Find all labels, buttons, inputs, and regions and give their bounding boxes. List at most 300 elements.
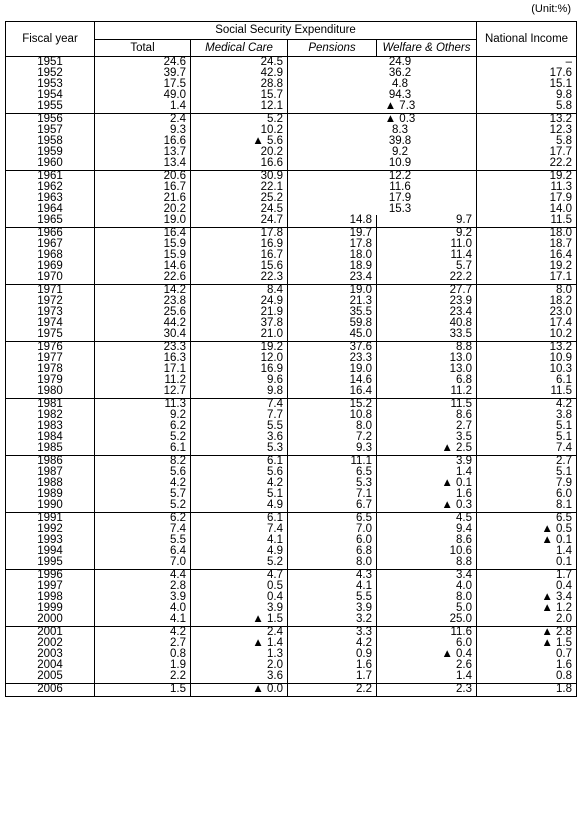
cell-fiscal-year: 1977	[6, 353, 95, 364]
cell-fiscal-year: 1952	[6, 68, 95, 79]
cell-national-income: 7.4	[477, 443, 577, 456]
cell-total: 5.2	[95, 500, 191, 513]
cell-fiscal-year: 2002	[6, 638, 95, 649]
table-row	[6, 171, 577, 183]
cell-welfare: 2.3	[377, 684, 477, 697]
cell-national-income: 9.8	[477, 90, 577, 101]
cell-welfare: 13.0	[377, 364, 477, 375]
cell-medical-care: 37.8	[191, 318, 288, 329]
cell-national-income: 18.7	[477, 239, 577, 250]
cell-fiscal-year: 1966	[6, 228, 95, 240]
cell-welfare: 13.0	[377, 353, 477, 364]
cell-medical-care: 15.7	[191, 90, 288, 101]
cell-pensions: 4.1	[288, 581, 377, 592]
cell-pensions: 15.2	[288, 399, 377, 411]
cell-total: 1.9	[95, 660, 191, 671]
cell-fiscal-year: 1997	[6, 581, 95, 592]
table-row	[6, 101, 577, 114]
cell-total: 12.7	[95, 386, 191, 399]
cell-total: 49.0	[95, 90, 191, 101]
cell-fiscal-year: 1995	[6, 557, 95, 570]
cell-total: 4.4	[95, 570, 191, 582]
table-row	[6, 581, 577, 592]
cell-pensions: 6.5	[288, 513, 377, 525]
cell-national-income: 10.3	[477, 364, 577, 375]
cell-medical-care: 5.2	[191, 114, 288, 126]
cell-welfare: 11.4	[377, 250, 477, 261]
cell-fiscal-year: 2004	[6, 660, 95, 671]
cell-fiscal-year: 1989	[6, 489, 95, 500]
cell-pensions: 3.3	[288, 627, 377, 639]
cell-welfare: 33.5	[377, 329, 477, 342]
cell-welfare: 5.7	[377, 261, 477, 272]
table-row	[6, 638, 577, 649]
cell-fiscal-year: 1988	[6, 478, 95, 489]
cell-welfare: ▲ 0.3	[377, 500, 477, 513]
cell-total: 17.1	[95, 364, 191, 375]
table-row	[6, 399, 577, 411]
cell-medical-care: 24.5	[191, 204, 288, 215]
cell-pensions: 1.6	[288, 660, 377, 671]
header-social-security: Social Security Expenditure	[95, 22, 477, 40]
cell-pensions-welfare-combined: 39.8	[288, 136, 477, 147]
cell-medical-care: 8.4	[191, 285, 288, 297]
cell-national-income: 3.8	[477, 410, 577, 421]
cell-national-income: 1.4	[477, 546, 577, 557]
cell-pensions: 37.6	[288, 342, 377, 354]
table-row	[6, 627, 577, 639]
cell-national-income: 0.7	[477, 649, 577, 660]
cell-pensions: 10.8	[288, 410, 377, 421]
table-row	[6, 386, 577, 399]
cell-fiscal-year: 1963	[6, 193, 95, 204]
cell-national-income: 22.2	[477, 158, 577, 171]
cell-total: 6.2	[95, 421, 191, 432]
cell-medical-care: 7.4	[191, 524, 288, 535]
cell-fiscal-year: 1976	[6, 342, 95, 354]
cell-national-income: 13.2	[477, 342, 577, 354]
cell-medical-care: 7.7	[191, 410, 288, 421]
table-row	[6, 307, 577, 318]
cell-fiscal-year: 1974	[6, 318, 95, 329]
cell-national-income: 17.1	[477, 272, 577, 285]
cell-total: 16.4	[95, 228, 191, 240]
cell-fiscal-year: 1964	[6, 204, 95, 215]
table-row	[6, 228, 577, 240]
cell-medical-care: 4.7	[191, 570, 288, 582]
cell-pensions: 5.5	[288, 592, 377, 603]
cell-fiscal-year: 2001	[6, 627, 95, 639]
cell-welfare: ▲ 2.5	[377, 443, 477, 456]
cell-fiscal-year: 1955	[6, 101, 95, 114]
cell-pensions-welfare-combined: 10.9	[288, 158, 477, 171]
table-row	[6, 90, 577, 101]
cell-pensions-welfare-combined: 4.8	[288, 79, 477, 90]
cell-pensions: 7.0	[288, 524, 377, 535]
cell-fiscal-year: 1993	[6, 535, 95, 546]
cell-pensions: 5.3	[288, 478, 377, 489]
cell-pensions: 19.0	[288, 364, 377, 375]
cell-welfare: 9.2	[377, 228, 477, 240]
cell-pensions-welfare-combined: 12.2	[288, 171, 477, 183]
cell-fiscal-year: 2006	[6, 684, 95, 697]
cell-fiscal-year: 1972	[6, 296, 95, 307]
growth-rate-table	[5, 21, 577, 697]
cell-medical-care: 9.6	[191, 375, 288, 386]
cell-medical-care: 16.7	[191, 250, 288, 261]
cell-pensions: 4.3	[288, 570, 377, 582]
cell-fiscal-year: 1986	[6, 456, 95, 468]
cell-medical-care: 28.8	[191, 79, 288, 90]
cell-welfare: 11.0	[377, 239, 477, 250]
table-row	[6, 79, 577, 90]
cell-fiscal-year: 1951	[6, 57, 95, 69]
cell-fiscal-year: 1965	[6, 215, 95, 228]
cell-total: 1.4	[95, 101, 191, 114]
cell-fiscal-year: 1957	[6, 125, 95, 136]
cell-welfare: 22.2	[377, 272, 477, 285]
cell-pensions-welfare-combined: 8.3	[288, 125, 477, 136]
table-row	[6, 603, 577, 614]
cell-medical-care: 21.9	[191, 307, 288, 318]
cell-total: 5.7	[95, 489, 191, 500]
cell-total: 4.2	[95, 478, 191, 489]
cell-national-income: 1.7	[477, 570, 577, 582]
cell-total: 3.9	[95, 592, 191, 603]
cell-medical-care: 4.2	[191, 478, 288, 489]
cell-total: 30.4	[95, 329, 191, 342]
cell-pensions-welfare-combined: 17.9	[288, 193, 477, 204]
table-row	[6, 684, 577, 697]
cell-total: 25.6	[95, 307, 191, 318]
cell-medical-care: 2.0	[191, 660, 288, 671]
cell-national-income: 11.5	[477, 386, 577, 399]
cell-national-income: 8.1	[477, 500, 577, 513]
cell-fiscal-year: 1956	[6, 114, 95, 126]
cell-medical-care: 6.1	[191, 513, 288, 525]
cell-national-income: 13.2	[477, 114, 577, 126]
cell-national-income: 19.2	[477, 261, 577, 272]
cell-total: 4.2	[95, 627, 191, 639]
cell-medical-care: 30.9	[191, 171, 288, 183]
cell-total: 7.0	[95, 557, 191, 570]
cell-fiscal-year: 1971	[6, 285, 95, 297]
cell-total: 15.9	[95, 239, 191, 250]
cell-national-income: 15.1	[477, 79, 577, 90]
cell-national-income: ▲ 1.2	[477, 603, 577, 614]
table-row	[6, 250, 577, 261]
cell-welfare: 2.6	[377, 660, 477, 671]
cell-medical-care: ▲ 0.0	[191, 684, 288, 697]
cell-total: 14.2	[95, 285, 191, 297]
cell-medical-care: 3.6	[191, 432, 288, 443]
cell-medical-care: 4.9	[191, 546, 288, 557]
cell-welfare: 4.5	[377, 513, 477, 525]
cell-total: 13.4	[95, 158, 191, 171]
cell-total: 2.8	[95, 581, 191, 592]
cell-medical-care: 4.1	[191, 535, 288, 546]
cell-national-income: 5.1	[477, 467, 577, 478]
cell-pensions-welfare-combined: 11.6	[288, 182, 477, 193]
table-row	[6, 546, 577, 557]
table-row	[6, 524, 577, 535]
cell-total: 2.4	[95, 114, 191, 126]
cell-national-income: 6.1	[477, 375, 577, 386]
table-row	[6, 342, 577, 354]
cell-total: 15.9	[95, 250, 191, 261]
cell-pensions: 2.2	[288, 684, 377, 697]
cell-welfare: 11.5	[377, 399, 477, 411]
cell-total: 2.2	[95, 671, 191, 684]
cell-total: 11.2	[95, 375, 191, 386]
cell-total: 11.3	[95, 399, 191, 411]
cell-welfare: ▲ 0.4	[377, 649, 477, 660]
cell-pensions: 1.7	[288, 671, 377, 684]
table-row	[6, 193, 577, 204]
table-row	[6, 318, 577, 329]
cell-pensions: 6.0	[288, 535, 377, 546]
table-row	[6, 296, 577, 307]
table-row	[6, 375, 577, 386]
table-row	[6, 114, 577, 126]
cell-total: 4.0	[95, 603, 191, 614]
cell-fiscal-year: 1968	[6, 250, 95, 261]
cell-national-income: 2.0	[477, 614, 577, 627]
cell-fiscal-year: 2000	[6, 614, 95, 627]
cell-welfare: 4.0	[377, 581, 477, 592]
cell-welfare: 3.9	[377, 456, 477, 468]
cell-welfare: 8.6	[377, 535, 477, 546]
cell-welfare: 6.8	[377, 375, 477, 386]
cell-pensions-welfare-combined: 94.3	[288, 90, 477, 101]
cell-fiscal-year: 1987	[6, 467, 95, 478]
cell-fiscal-year: 1996	[6, 570, 95, 582]
cell-national-income: 17.9	[477, 193, 577, 204]
table-container	[5, 21, 576, 697]
cell-welfare: 1.4	[377, 467, 477, 478]
cell-pensions: 3.2	[288, 614, 377, 627]
cell-medical-care: 16.9	[191, 239, 288, 250]
cell-welfare: 8.0	[377, 592, 477, 603]
cell-welfare: 25.0	[377, 614, 477, 627]
header-total: Total	[95, 40, 191, 57]
cell-pensions: 35.5	[288, 307, 377, 318]
cell-total: 39.7	[95, 68, 191, 79]
cell-medical-care: 0.5	[191, 581, 288, 592]
cell-total: 9.3	[95, 125, 191, 136]
cell-total: 19.0	[95, 215, 191, 228]
cell-medical-care: 2.4	[191, 627, 288, 639]
cell-total: 6.2	[95, 513, 191, 525]
cell-total: 44.2	[95, 318, 191, 329]
cell-fiscal-year: 1970	[6, 272, 95, 285]
table-row	[6, 125, 577, 136]
cell-fiscal-year: 1990	[6, 500, 95, 513]
cell-national-income: 5.8	[477, 136, 577, 147]
cell-fiscal-year: 1984	[6, 432, 95, 443]
cell-pensions: 8.0	[288, 421, 377, 432]
cell-pensions: 14.8	[288, 215, 377, 228]
cell-welfare: 6.0	[377, 638, 477, 649]
cell-medical-care: 24.7	[191, 215, 288, 228]
cell-pensions: 59.8	[288, 318, 377, 329]
cell-fiscal-year: 1991	[6, 513, 95, 525]
cell-fiscal-year: 1983	[6, 421, 95, 432]
table-row	[6, 147, 577, 158]
cell-total: 23.3	[95, 342, 191, 354]
table-row	[6, 364, 577, 375]
table-row	[6, 500, 577, 513]
cell-national-income: ▲ 3.4	[477, 592, 577, 603]
cell-fiscal-year: 1978	[6, 364, 95, 375]
cell-national-income: 5.1	[477, 432, 577, 443]
table-row	[6, 239, 577, 250]
cell-national-income: –	[477, 57, 577, 69]
cell-medical-care: 24.9	[191, 296, 288, 307]
cell-pensions: 23.3	[288, 353, 377, 364]
table-row	[6, 478, 577, 489]
cell-national-income: 0.1	[477, 557, 577, 570]
table-row	[6, 421, 577, 432]
cell-medical-care: 22.1	[191, 182, 288, 193]
cell-welfare: 1.4	[377, 671, 477, 684]
cell-pensions: 17.8	[288, 239, 377, 250]
cell-pensions-welfare-combined: 15.3	[288, 204, 477, 215]
cell-medical-care: 42.9	[191, 68, 288, 79]
cell-medical-care: 3.6	[191, 671, 288, 684]
cell-pensions: 0.9	[288, 649, 377, 660]
cell-welfare: 9.4	[377, 524, 477, 535]
cell-pensions: 19.0	[288, 285, 377, 297]
cell-total: 16.6	[95, 136, 191, 147]
cell-national-income: 19.2	[477, 171, 577, 183]
cell-fiscal-year: 1958	[6, 136, 95, 147]
cell-welfare: 8.8	[377, 342, 477, 354]
cell-national-income: 0.4	[477, 581, 577, 592]
table-row	[6, 456, 577, 468]
cell-national-income: 2.7	[477, 456, 577, 468]
cell-national-income: 6.0	[477, 489, 577, 500]
cell-national-income: ▲ 1.5	[477, 638, 577, 649]
cell-pensions: 16.4	[288, 386, 377, 399]
cell-national-income: 18.2	[477, 296, 577, 307]
cell-national-income: ▲ 2.8	[477, 627, 577, 639]
cell-fiscal-year: 1994	[6, 546, 95, 557]
cell-total: 0.8	[95, 649, 191, 660]
cell-pensions-welfare-combined: ▲ 7.3	[288, 101, 477, 114]
cell-fiscal-year: 1953	[6, 79, 95, 90]
cell-fiscal-year: 1982	[6, 410, 95, 421]
cell-national-income: 1.8	[477, 684, 577, 697]
cell-fiscal-year: 1979	[6, 375, 95, 386]
cell-fiscal-year: 1985	[6, 443, 95, 456]
cell-pensions: 7.2	[288, 432, 377, 443]
cell-pensions-welfare-combined: 36.2	[288, 68, 477, 79]
cell-pensions: 18.0	[288, 250, 377, 261]
cell-pensions: 3.9	[288, 603, 377, 614]
cell-medical-care: 24.5	[191, 57, 288, 69]
cell-medical-care: 3.9	[191, 603, 288, 614]
cell-medical-care: 5.1	[191, 489, 288, 500]
table-row	[6, 649, 577, 660]
cell-pensions: 8.0	[288, 557, 377, 570]
table-body	[6, 57, 577, 697]
cell-pensions: 18.9	[288, 261, 377, 272]
header-medical-care: Medical Care	[191, 40, 288, 57]
cell-medical-care: 15.6	[191, 261, 288, 272]
cell-welfare: 11.2	[377, 386, 477, 399]
cell-national-income: 1.6	[477, 660, 577, 671]
table-row	[6, 570, 577, 582]
header-pensions: Pensions	[288, 40, 377, 57]
cell-welfare: 2.7	[377, 421, 477, 432]
table-row	[6, 57, 577, 69]
unit-label: (Unit:%)	[531, 3, 571, 15]
cell-total: 5.2	[95, 432, 191, 443]
cell-national-income: 5.8	[477, 101, 577, 114]
cell-medical-care: 5.3	[191, 443, 288, 456]
cell-fiscal-year: 1960	[6, 158, 95, 171]
cell-medical-care: 1.3	[191, 649, 288, 660]
cell-medical-care: 22.3	[191, 272, 288, 285]
cell-total: 1.5	[95, 684, 191, 697]
cell-national-income: 0.8	[477, 671, 577, 684]
table-row	[6, 513, 577, 525]
cell-medical-care: 12.0	[191, 353, 288, 364]
cell-medical-care: ▲ 5.6	[191, 136, 288, 147]
cell-fiscal-year: 1980	[6, 386, 95, 399]
cell-medical-care: 16.6	[191, 158, 288, 171]
cell-welfare: 27.7	[377, 285, 477, 297]
cell-medical-care: 7.4	[191, 399, 288, 411]
cell-total: 2.7	[95, 638, 191, 649]
table-row	[6, 215, 577, 228]
cell-national-income: 11.3	[477, 182, 577, 193]
cell-welfare: 10.6	[377, 546, 477, 557]
table-row	[6, 285, 577, 297]
table-row	[6, 489, 577, 500]
cell-total: 20.2	[95, 204, 191, 215]
cell-pensions: 21.3	[288, 296, 377, 307]
cell-pensions: 19.7	[288, 228, 377, 240]
header-fiscal-year: Fiscal year	[6, 22, 95, 57]
cell-fiscal-year: 1992	[6, 524, 95, 535]
table-row	[6, 261, 577, 272]
table-row	[6, 158, 577, 171]
cell-total: 13.7	[95, 147, 191, 158]
cell-medical-care: 5.5	[191, 421, 288, 432]
cell-welfare: 8.8	[377, 557, 477, 570]
cell-pensions: 6.5	[288, 467, 377, 478]
cell-pensions: 9.3	[288, 443, 377, 456]
cell-medical-care: 0.4	[191, 592, 288, 603]
cell-total: 23.8	[95, 296, 191, 307]
cell-welfare: 5.0	[377, 603, 477, 614]
table-row	[6, 182, 577, 193]
cell-pensions-welfare-combined: ▲ 0.3	[288, 114, 477, 126]
cell-pensions-welfare-combined: 9.2	[288, 147, 477, 158]
cell-medical-care: 12.1	[191, 101, 288, 114]
cell-national-income: 10.9	[477, 353, 577, 364]
cell-welfare: 3.5	[377, 432, 477, 443]
cell-pensions: 23.4	[288, 272, 377, 285]
cell-national-income: 14.0	[477, 204, 577, 215]
cell-total: 24.6	[95, 57, 191, 69]
cell-fiscal-year: 1975	[6, 329, 95, 342]
table-row	[6, 329, 577, 342]
cell-welfare: ▲ 0.1	[377, 478, 477, 489]
cell-national-income: ▲ 0.1	[477, 535, 577, 546]
